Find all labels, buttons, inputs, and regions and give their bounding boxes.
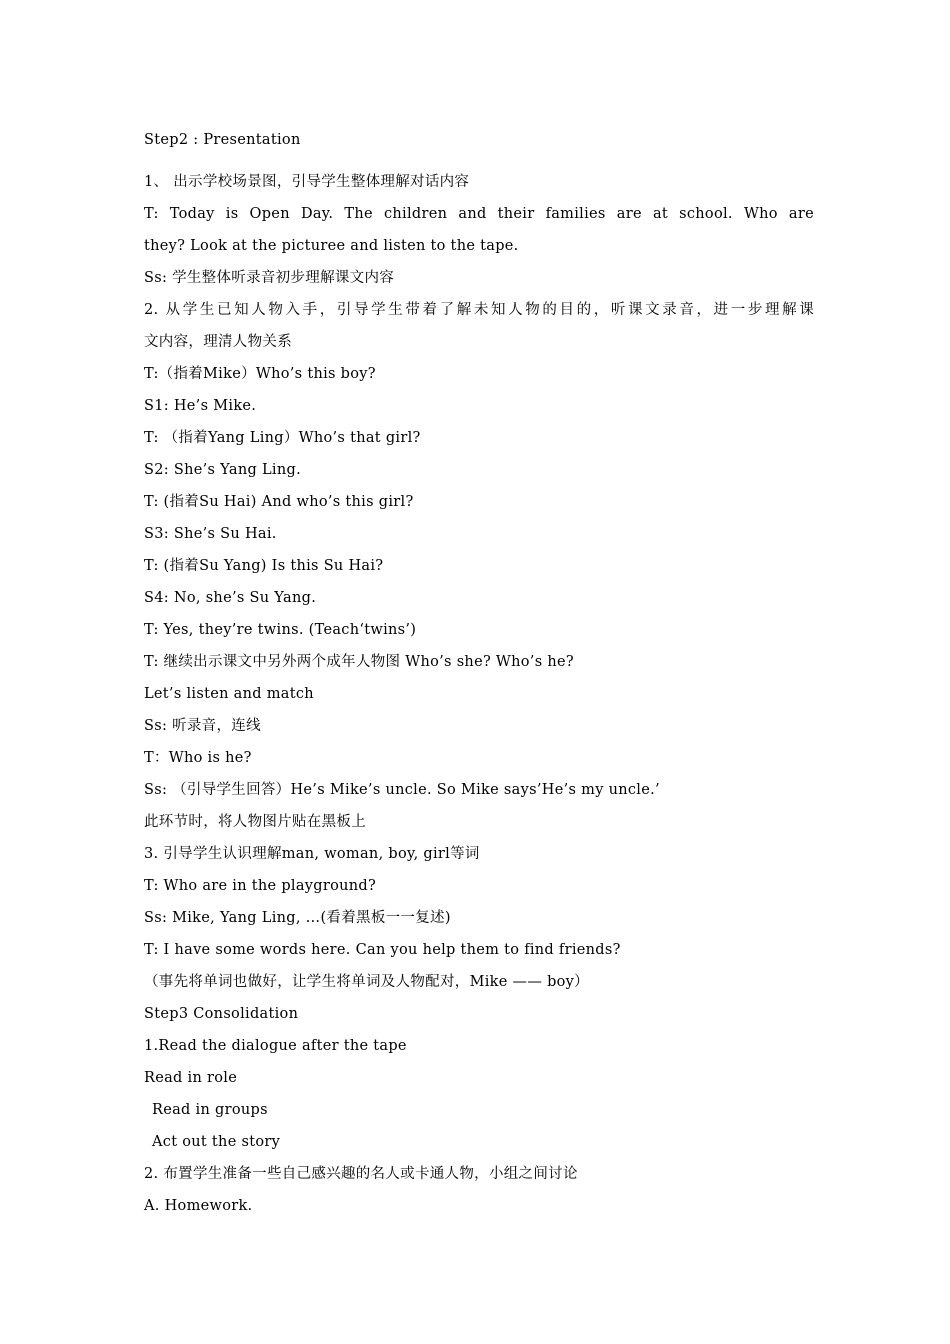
text-line: T: I have some words here. Can you help them to find friends? bbox=[144, 942, 621, 958]
text-line: T: Today is Open Day. The children and their families are at school. Who are bbox=[144, 206, 814, 222]
text-line: Act out the story bbox=[152, 1134, 281, 1150]
text-line: S1: He’s Mike. bbox=[144, 398, 257, 414]
text-line: Ss: Mike, Yang Ling, …(看着黑板一一复述) bbox=[144, 910, 451, 926]
text-line: （事先将单词也做好，让学生将单词及人物配对，Mike —— boy） bbox=[144, 974, 589, 990]
text-line: T: (指着Su Hai) And who’s this girl? bbox=[144, 494, 414, 510]
text-line: T: Yes, they’re twins. (Teach‘twins’) bbox=[144, 622, 417, 638]
text-line: A. Homework. bbox=[144, 1198, 253, 1214]
step2-heading: Step2 : Presentation bbox=[144, 132, 301, 148]
text-line: Read in role bbox=[144, 1070, 238, 1086]
text-line: 此环节时，将人物图片贴在黑板上 bbox=[144, 814, 366, 830]
text-line: Ss: 听录音，连线 bbox=[144, 718, 261, 734]
text-line: 1、 出示学校场景图，引导学生整体理解对话内容 bbox=[144, 174, 470, 190]
text-line: S3: She’s Su Hai. bbox=[144, 526, 277, 542]
text-line: T：Who is he? bbox=[144, 750, 252, 766]
text-line: Ss: （引导学生回答）He’s Mike’s uncle. So Mike says’He’s my uncle.’ bbox=[144, 782, 660, 798]
text-line: 2. 从学生已知人物入手，引导学生带着了解未知人物的目的，听课文录音，进一步理解课 bbox=[144, 302, 814, 318]
text-line: T: (指着Su Yang) Is this Su Hai? bbox=[144, 558, 384, 574]
text-line: Let’s listen and match bbox=[144, 686, 314, 702]
text-line: Ss: 学生整体听录音初步理解课文内容 bbox=[144, 270, 395, 286]
text-line: S4: No, she’s Su Yang. bbox=[144, 590, 317, 606]
text-line: T: Who are in the playground? bbox=[144, 878, 377, 894]
text-line: Read in groups bbox=[152, 1102, 268, 1118]
document-body bbox=[144, 124, 814, 1222]
text-line: T: （指着Yang Ling）Who’s that girl? bbox=[144, 430, 421, 446]
step3-heading: Step3 Consolidation bbox=[144, 1006, 299, 1022]
text-line: T:（指着Mike）Who’s this boy? bbox=[144, 366, 376, 382]
text-line: they? Look at the picturee and listen to the tape. bbox=[144, 238, 519, 254]
text-line: T: 继续出示课文中另外两个成年人物图 Who’s she? Who’s he? bbox=[144, 654, 574, 670]
text-line: 2. 布置学生准备一些自己感兴趣的名人或卡通人物，小组之间讨论 bbox=[144, 1166, 578, 1182]
text-line: 1.Read the dialogue after the tape bbox=[144, 1038, 407, 1054]
text-line: 文内容，理清人物关系 bbox=[144, 334, 292, 350]
text-line: 3. 引导学生认识理解man, woman, boy, girl等词 bbox=[144, 846, 480, 862]
text-line: S2: She’s Yang Ling. bbox=[144, 462, 301, 478]
